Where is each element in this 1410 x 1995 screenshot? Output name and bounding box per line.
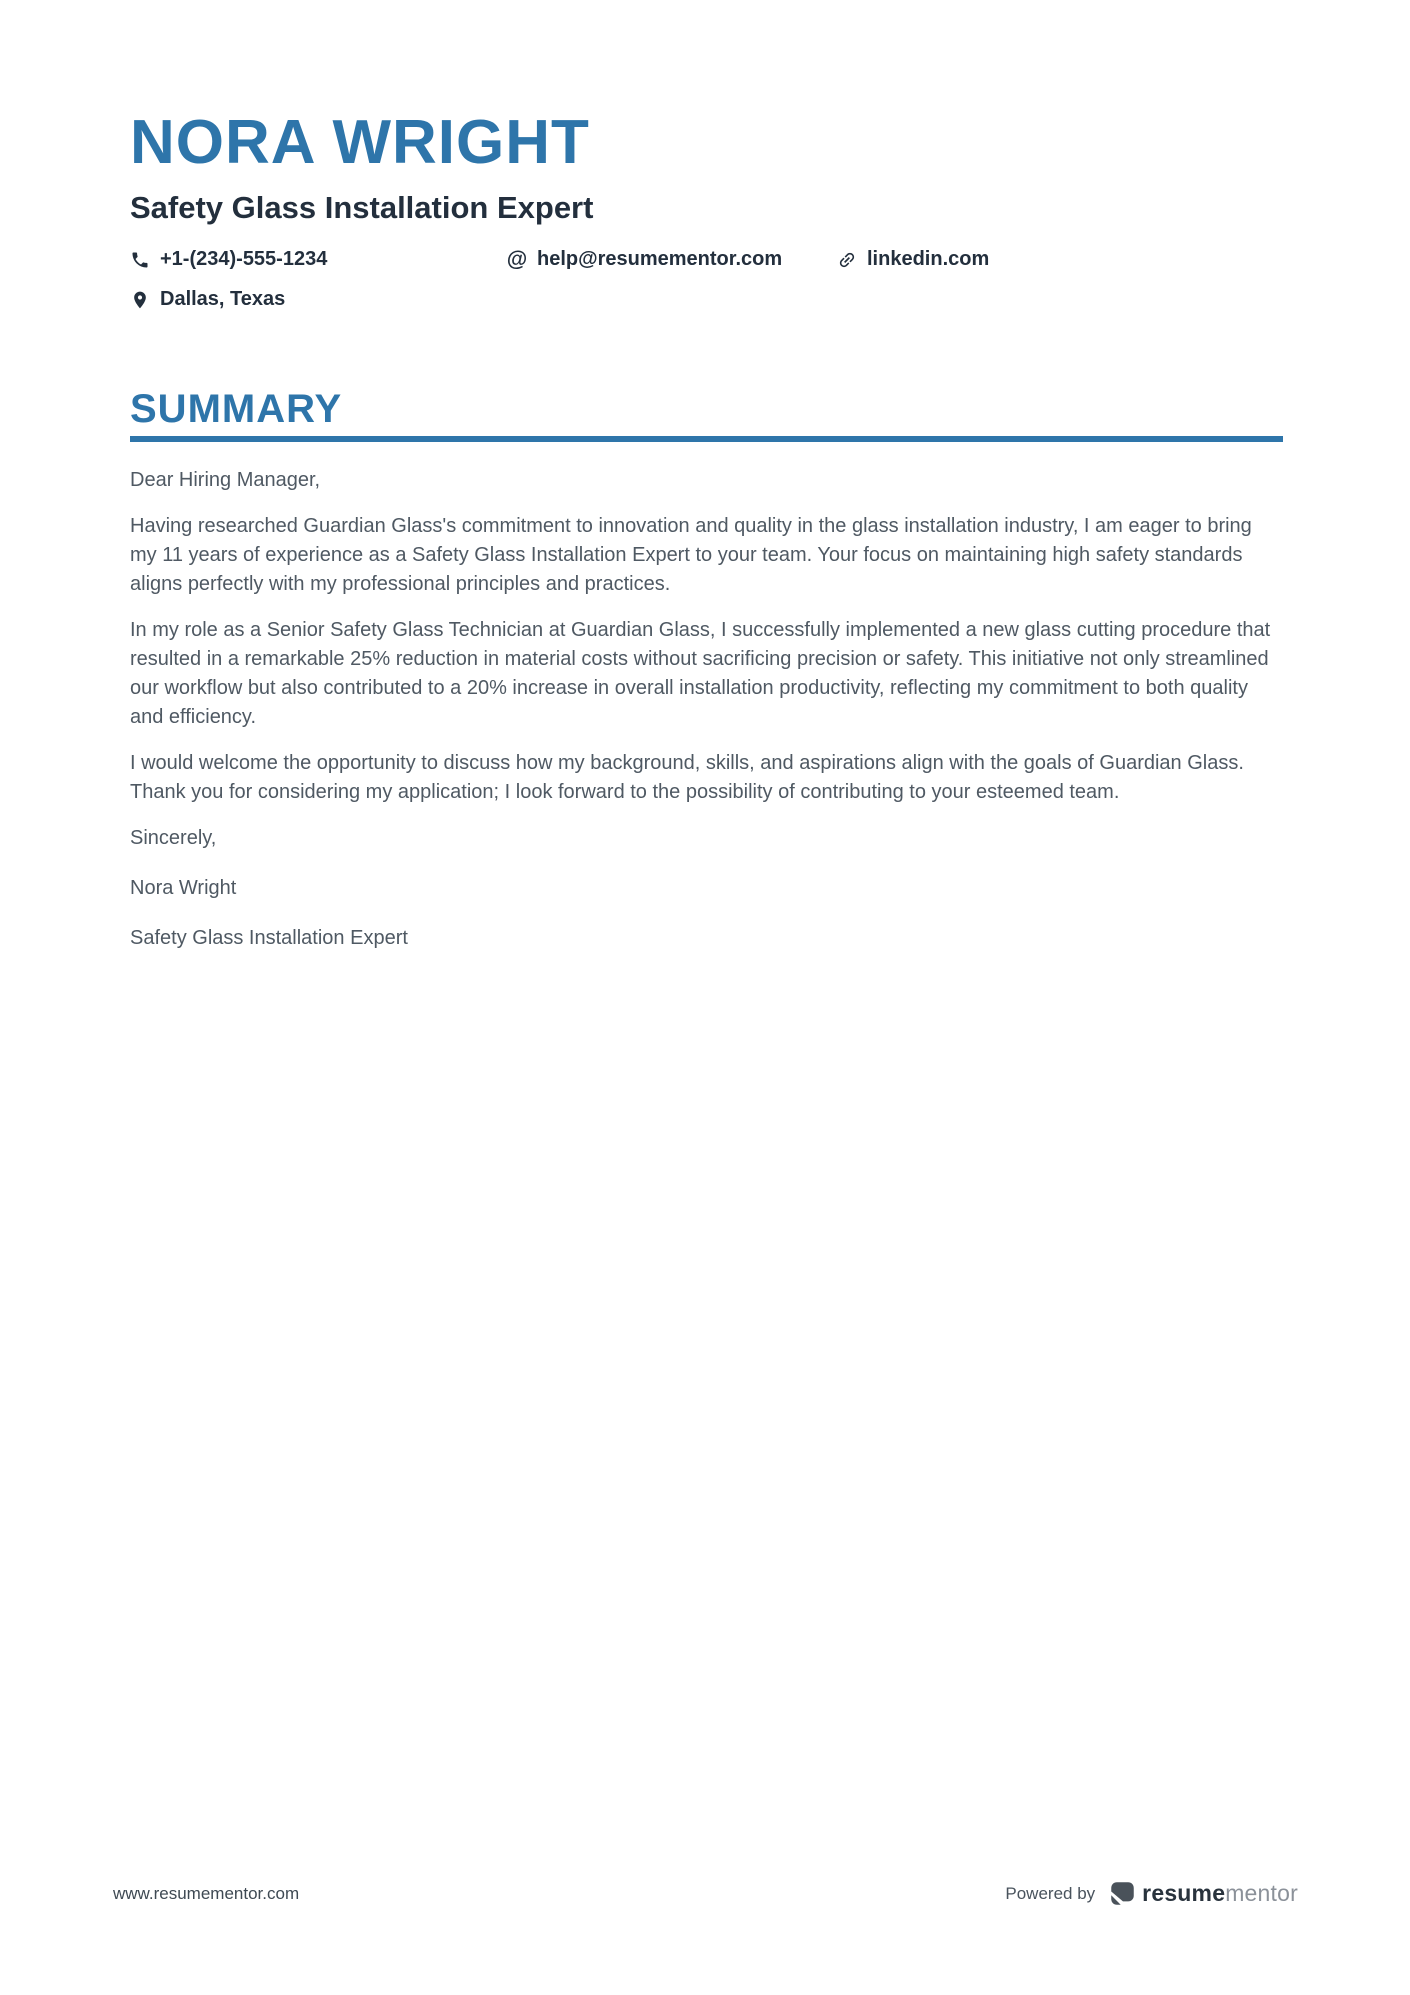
email-value: help@resumementor.com (537, 248, 783, 271)
powered-by (1005, 1880, 1298, 1907)
location-value: Dallas, Texas (160, 288, 286, 311)
phone-item (130, 248, 507, 271)
website-link[interactable]: www.resumementor.com (113, 1883, 300, 1903)
logo-text-resume: resume (1142, 1880, 1226, 1906)
paragraph-1: Having researched Guardian Glass's commitment to innovation and quality in the glass installation industry, I am eager to bring my 11 years of experience as a Safety Glass Installation Expert to your team. Your focus on maintaining high safety standards aligns perfectly with my professional principles and practices. (130, 515, 1252, 596)
summary-section (130, 389, 1283, 953)
phone-icon (130, 250, 150, 270)
person-name: NORA WRIGHT (130, 108, 590, 177)
resumementor-logo-icon (1109, 1880, 1136, 1907)
logo-text-mentor: mentor (1225, 1880, 1298, 1906)
link-icon (837, 250, 857, 270)
resumementor-wordmark (1142, 1882, 1298, 1905)
salutation: Dear Hiring Manager, (130, 469, 321, 492)
linkedin-value: linkedin.com (867, 248, 990, 271)
signature-name: Nora Wright (130, 877, 237, 900)
email-item (507, 248, 837, 271)
at-icon: @ (506, 248, 528, 272)
location-pin-icon (130, 290, 150, 310)
signature-title: Safety Glass Installation Expert (130, 927, 408, 950)
job-title: Safety Glass Installation Expert (130, 190, 594, 225)
linkedin-item[interactable] (837, 248, 1283, 271)
summary-heading: SUMMARY (130, 389, 1283, 442)
powered-by-label: Powered by (1005, 1883, 1096, 1903)
paragraph-3: I would welcome the opportunity to discuss how my background, skills, and aspirations align with the goals of Guardian Glass. Thank you for considering my application; I look forward to the possibility of contributing to your esteemed team. (130, 752, 1244, 804)
phone-value: +1-(234)-555-1234 (160, 248, 328, 271)
letter-content (0, 0, 1410, 953)
contact-info (130, 248, 1283, 311)
letter-body (130, 466, 1283, 953)
footer (113, 1880, 1298, 1907)
resumementor-logo (1109, 1880, 1298, 1907)
closing: Sincerely, (130, 827, 217, 850)
paragraph-2: In my role as a Senior Safety Glass Technician at Guardian Glass, I successfully implemented a new glass cutting procedure that resulted in a remarkable 25% reduction in material costs without sacrificing precision or safety. This initiative not only streamlined our workflow but also contributed to a 20% increase in overall installation productivity, reflecting my commitment to both quality and efficiency. (130, 619, 1271, 729)
location-item (130, 288, 507, 311)
